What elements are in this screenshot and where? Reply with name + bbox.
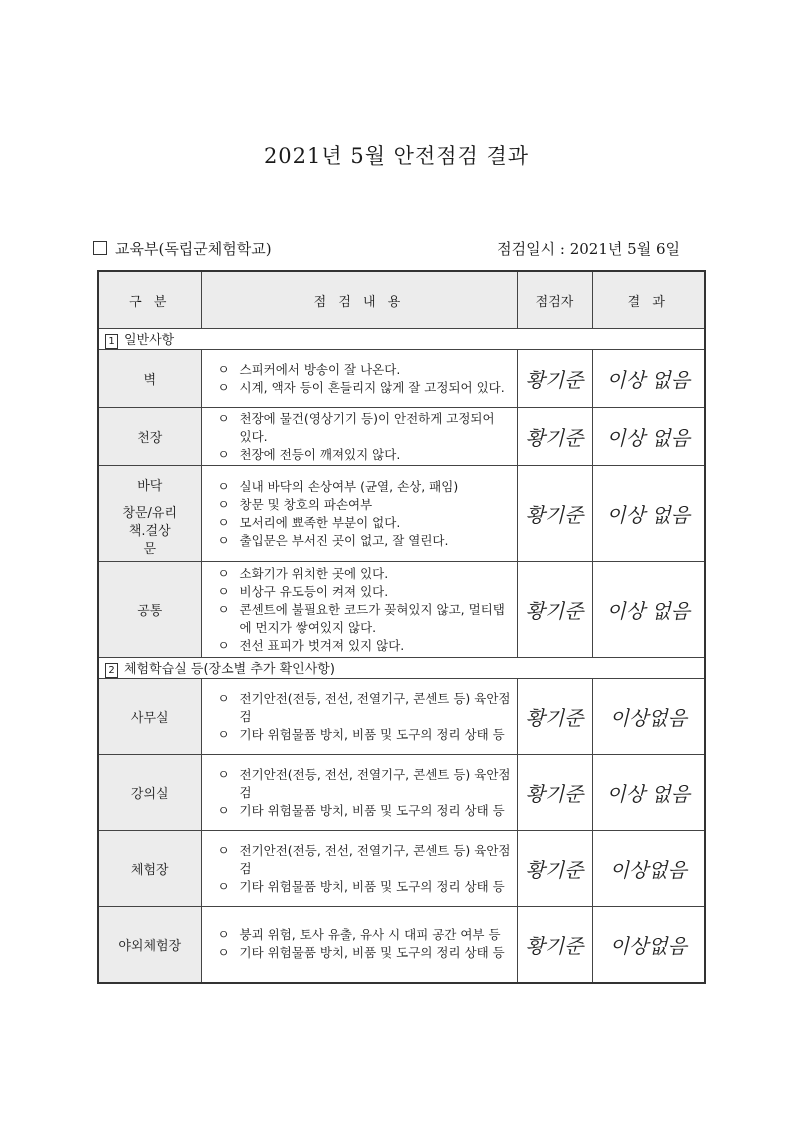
inspector-signature: 황기준: [517, 562, 592, 658]
list-item: ㅇ 붕괴 위험, 토사 유출, 유사 시 대피 공간 여부 등: [217, 927, 501, 943]
row-category: 창문/유리: [122, 505, 178, 521]
list-item: ㅇ 창문 및 창호의 파손여부: [217, 496, 373, 512]
list-item: ㅇ 시계, 액자 등이 흔들리지 않게 잘 고정되어 있다.: [217, 379, 505, 395]
result-value: 이상없음: [592, 831, 705, 907]
table-row: [98, 831, 705, 907]
list-item: ㅇ 실내 바닥의 손상여부 (균열, 손상, 패임): [217, 478, 459, 494]
row-items: [201, 831, 517, 907]
row-items: [201, 562, 517, 658]
row-category: 책.걸상: [128, 523, 171, 539]
list-item: ㅇ 전선 표피가 벗겨져 있지 않다.: [217, 637, 405, 653]
row-category: 문: [143, 541, 157, 557]
section-row: [98, 658, 705, 679]
row-category: 공통: [98, 562, 201, 658]
row-items: [201, 679, 517, 755]
list-item: ㅇ 기타 위험물품 방치, 비품 및 도구의 정리 상태 등: [217, 802, 505, 818]
list-item: ㅇ 비상구 유도등이 켜져 있다.: [217, 583, 389, 599]
section-number: 1: [105, 334, 118, 349]
table-row: [98, 907, 705, 983]
inspection-table: [97, 270, 706, 984]
row-category-group: [98, 466, 201, 562]
section-title: 체험학습실 등(장소별 추가 확인사항): [124, 662, 335, 677]
list-item: ㅇ 전기안전(전등, 전선, 전열기구, 콘센트 등) 육안점검: [217, 842, 511, 876]
section-number: 2: [105, 663, 118, 678]
table-row: [98, 562, 705, 658]
list-item: ㅇ 출입문은 부서진 곳이 없고, 잘 열린다.: [217, 532, 449, 548]
list-item: ㅇ 천장에 물건(영상기기 등)이 안전하게 고정되어 있다.: [217, 410, 495, 444]
row-items: [201, 350, 517, 408]
section-row: [98, 329, 705, 350]
row-items: [201, 755, 517, 831]
row-category: 사무실: [98, 679, 201, 755]
result-value: 이상 없음: [592, 350, 705, 408]
result-value: 이상 없음: [592, 562, 705, 658]
inspector-signature: 황기준: [517, 466, 592, 562]
header-content: 점 검 내 용: [201, 271, 517, 329]
list-item: ㅇ 천장에 전등이 깨져있지 않다.: [217, 446, 401, 462]
header-category: 구 분: [98, 271, 201, 329]
row-category: 벽: [98, 350, 201, 408]
list-item: ㅇ 소화기가 위치한 곳에 있다.: [217, 565, 389, 581]
row-category: 천장: [98, 408, 201, 466]
list-item: ㅇ 전기안전(전등, 전선, 전열기구, 콘센트 등) 육안점검: [217, 690, 511, 724]
row-items: [201, 466, 517, 562]
table-row: [98, 679, 705, 755]
list-item: ㅇ 스피커에서 방송이 잘 나온다.: [217, 361, 401, 377]
header-inspector: 점검자: [517, 271, 592, 329]
table-row: [98, 755, 705, 831]
page-title: 2021년 5월 안전점검 결과: [263, 144, 530, 168]
list-item: ㅇ 기타 위험물품 방치, 비품 및 도구의 정리 상태 등: [217, 726, 505, 742]
organization: [93, 238, 272, 259]
result-value: 이상없음: [592, 907, 705, 983]
list-item: ㅇ 전기안전(전등, 전선, 전열기구, 콘센트 등) 육안점검: [217, 766, 511, 800]
list-item: ㅇ 모서리에 뾰족한 부분이 없다.: [217, 514, 401, 530]
result-value: 이상 없음: [592, 466, 705, 562]
checkbox-icon: [93, 241, 107, 255]
inspector-signature: 황기준: [517, 350, 592, 408]
result-value: 이상 없음: [592, 755, 705, 831]
inspector-signature: 황기준: [517, 755, 592, 831]
header-result: 결 과: [592, 271, 705, 329]
inspector-signature: 황기준: [517, 907, 592, 983]
table-row: [98, 408, 705, 466]
inspector-signature: 황기준: [517, 679, 592, 755]
row-category: 체험장: [98, 831, 201, 907]
row-category: 야외체험장: [98, 907, 201, 983]
table-row: [98, 466, 705, 562]
list-item: ㅇ 기타 위험물품 방치, 비품 및 도구의 정리 상태 등: [217, 945, 505, 961]
list-item: ㅇ 기타 위험물품 방치, 비품 및 도구의 정리 상태 등: [217, 878, 505, 894]
row-category: 강의실: [98, 755, 201, 831]
result-value: 이상없음: [592, 679, 705, 755]
row-items: [201, 408, 517, 466]
list-item: ㅇ 콘센트에 불필요한 코드가 꽂혀있지 않고, 멀티탭에 먼지가 쌓여있지 않다.: [217, 601, 505, 635]
inspector-signature: 황기준: [517, 831, 592, 907]
inspector-signature: 황기준: [517, 408, 592, 466]
row-category: 바닥: [137, 478, 163, 494]
row-items: [201, 907, 517, 983]
table-header-row: [98, 271, 705, 329]
table-row: [98, 350, 705, 408]
section-title: 일반사항: [124, 333, 175, 348]
organization-name: 교육부(독립군체험학교): [115, 240, 272, 258]
result-value: 이상 없음: [592, 408, 705, 466]
inspection-date: 점검일시 : 2021년 5월 6일: [497, 240, 680, 258]
